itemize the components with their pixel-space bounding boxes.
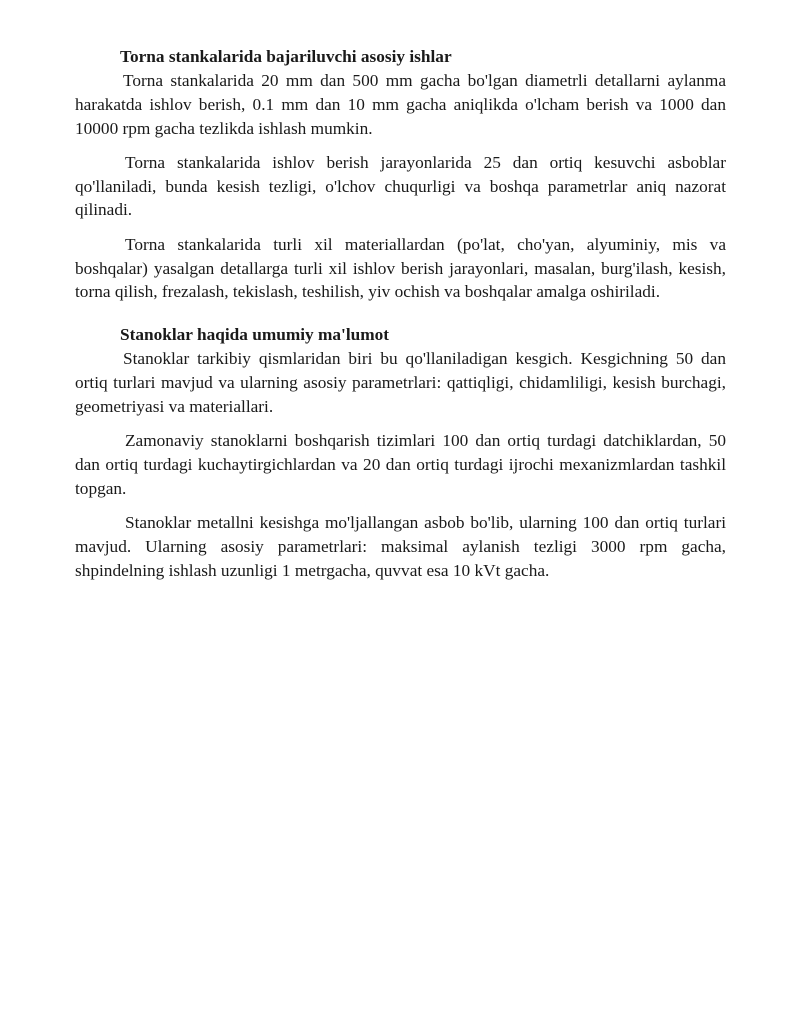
- paragraph: Torna stankalarida ishlov berish jarayonlarida 25 dan ortiq kesuvchi asboblar qo'llaniladi, bunda kesish tezligi, o'lchov chuqurligi va boshqa parametrlar aniq nazorat qilinadi.: [75, 152, 726, 220]
- document-page: [75, 45, 726, 593]
- paragraph: Zamonaviy stanoklarni boshqarish tizimlari 100 dan ortiq turdagi datchiklardan, 50 dan ortiq turdagi kuchaytirgichlardan va 20 dan ortiq turdagi ijrochi mexanizmlardan tashkil topgan.: [75, 431, 726, 498]
- paragraph: Stanoklar tarkibiy qismlaridan biri bu qo'llaniladigan kesgich. Kesgichning 50 dan ortiq turlari mavjud va ularning asosiy parametrlari: qattiqligi, chidamliligi, kesish burchagi, geometriyasi va materiallari.: [75, 349, 726, 416]
- paragraph: Torna stankalarida turli xil materiallardan (po'lat, cho'yan, alyuminiy, mis va boshqalar) yasalgan detallarga turli xil ishlov berish jarayonlari, masalan, burg'ilash, kesish, torna qilish, frezalash, tekislash, teshilish, yiv ochish va boshqalar amalga oshiriladi.: [75, 234, 726, 302]
- section-heading: Torna stankalarida bajariluvchi asosiy ishlar: [120, 47, 452, 66]
- paragraph: Stanoklar metallni kesishga mo'ljallangan asbob bo'lib, ularning 100 dan ortiq turlari mavjud. Ularning asosiy parametrlari: maksimal aylanish tezligi 3000 rpm gacha, shpindelning ishlash uzunligi 1 metrgacha, quvvat esa 10 kVt gacha.: [75, 512, 726, 580]
- paragraph: Torna stankalarida 20 mm dan 500 mm gacha bo'lgan diametrli detallarni aylanma harakatda ishlov berish, 0.1 mm dan 10 mm gacha aniqlikda o'lcham berish va 1000 dan 10000 rpm gacha tezlikda ishlash mumkin.: [75, 71, 726, 138]
- section-heading: Stanoklar haqida umumiy ma'lumot: [120, 325, 390, 345]
